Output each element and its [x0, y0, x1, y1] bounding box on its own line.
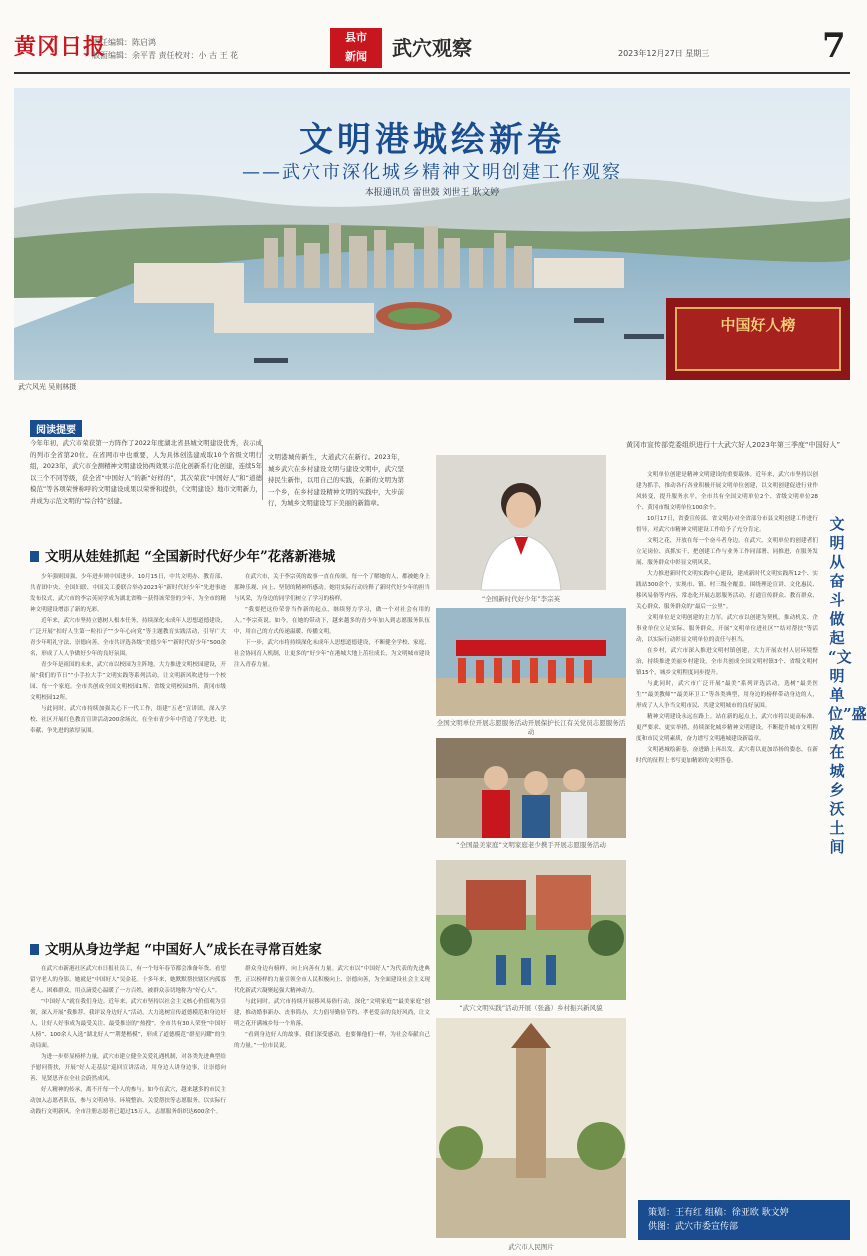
right-photo-caption: 黄冈市宣传部党委组织进行十大武穴好人2023年第三季度“中国好人” — [626, 441, 841, 449]
paragraph: 文明港城绘新卷，奋进路上再出发。武穴将以更加昂扬的姿态，在新时代的征程上书写更加精彩的文明答卷。 — [636, 747, 818, 764]
masthead: 黄冈日报 — [14, 34, 107, 60]
section2-heading: 文明从身边学起 “中国好人”成长在寻常百姓家 — [30, 938, 322, 958]
volunteers-illustration — [436, 608, 626, 716]
paragraph: 在武穴市新港社区武穴市日报社员工，有一个每年春节都会准备年货、看望留守老人的身影，她就是“中国好人”吴金花。十多年来，她默默帮扶辖区内孤寡老人、困难群众，用点滴爱心温暖了一方百姓，被群众亲切地称为“好心人”。 — [30, 966, 226, 994]
section1-heading: 文明从娃娃抓起 “全国新时代好少年”花落新港城 — [30, 545, 335, 565]
intro-text: 今年年初，武穴市荣获第一方阵作了2022年度湖北省县城文明建设优秀，表示成的列市全省第20位。在省网市中也重要，人为具体创选建成取10个省级文明行组，2023年，武穴市全测精神文明建设协两效果示范化创新系行化创建，连续5年以三个不同等级，获全省“中国好人”的新“好样的”，其次荣获“中国好人”和“道德模范”等各项荣誉称呼的文明建设成果以荣誉和提供，《文明建设》地市文明新力，并成为示范文明的“综合特”创建。 — [30, 439, 262, 505]
tower-park-illustration — [436, 1018, 626, 1238]
paragraph: 大力推进新时代文明实践中心建设，建成新时代文明实践所12个、实践站300余个，实现市、镇、村三级全覆盖。围绕理论宣讲、文化惠民、移风易俗等内容，常态化开展志愿服务活动，打通宣传群众、教育群众、关心群众、服务群众的“最后一公里”。 — [636, 571, 818, 610]
section1-column-2 — [234, 572, 430, 932]
editor-credits — [92, 36, 238, 62]
river-volunteers-photo — [436, 608, 626, 716]
village-caption: “武穴文明实践”活动开展（张鑫）乡村振兴新风貌 — [459, 1004, 603, 1012]
editor-line: 责任编辑：陈启鸿 — [92, 38, 156, 47]
paragraph: 与此同时，武穴市持续加强关心下一代工作，组建“五老”宣讲团，深入学校、社区开展红色教育宣讲活动200余场次，在全市青少年中营造了学先进、比奉献、争先进的浓厚氛围。 — [30, 706, 226, 734]
paragraph: 青少年是祖国的未来，武穴市以校园为主阵地，大力推进文明校园建设，开展“我们的节日”“小手拉大手”文明实践等系列活动，让文明新风吹进每一个校园、每一个家庭。全市共创成全国文明校园1所、省级文明校园3所、黄冈市级文明校园12所。 — [30, 662, 226, 701]
section2-column-1 — [30, 964, 226, 1240]
paragraph: 群众身边有榜样，向上向善有力量。武穴市以“中国好人”为代表的先进典型，正以榜样的力量引领全市人民积极向上、崇德向善，为全面建设社会主义现代化新武穴凝聚起强大精神动力。 — [234, 966, 430, 994]
paragraph: 与此同时，武穴市持续开展移风易俗行动，深化“文明家庭”“最美家庭”创建，推动婚事新办、丧事简办，大力倡导勤俭节约、孝老爱亲的良好风尚，让文明之花开满城乡每一个角落。 — [234, 999, 430, 1027]
bottom-photo-caption: 武穴市人民图片 — [508, 1243, 554, 1251]
river-caption: 全国文明单位开展志愿服务活动开展保护长江有关党员志愿服务活动 — [436, 719, 626, 736]
hero-caption: 武穴风光 吴则林摄 — [18, 383, 77, 391]
portrait-caption: “全国新时代好少年”李宗英 — [481, 595, 561, 603]
paragraph: 精神文明建设永远在路上。站在新的起点上，武穴市将以更高标准、更严要求、更实举措，持续深化城乡精神文明建设，不断提升城市文明程度和市民文明素质，奋力谱写文明港城建设新篇章。 — [636, 714, 818, 742]
column-mark-line: 新闻 — [345, 50, 367, 63]
credits-box — [638, 1200, 850, 1240]
section3-heading: 文明从奋斗做起 “文明单位”盛放在城乡沃土间 — [828, 515, 867, 856]
paragraph: 好人精神的传承，离不开每一个人的参与。如今在武穴，越来越多的市民主动加入志愿者队伍，参与文明劝导、环境整治、关爱帮扶等志愿服务，以实际行动践行文明新风。全市注册志愿者已超过15万人，志愿服务组织达600余个。 — [30, 1087, 226, 1115]
bottom-photo — [436, 1018, 626, 1238]
credits-line: 策划：王有红 组稿：徐亚欧 耿文婷 — [648, 1208, 789, 1218]
section3-column — [636, 470, 818, 1190]
intro-divider — [262, 445, 263, 500]
banner-text: 中国好人榜 — [720, 316, 796, 334]
sub-headline: ——武穴市深化城乡精神文明创建工作观察 — [242, 162, 622, 183]
portrait-illustration — [436, 455, 606, 590]
byline: 本报通讯员 雷世鼓 刘世王 耿文婷 — [364, 188, 500, 198]
intro-label: 阅读提要 — [30, 420, 82, 437]
issue-date: 2023年12月27日 星期三 — [618, 49, 710, 58]
quote-text: 文明港城传新生，大道武穴在新行。2023年，城乡武穴在乡村建设文明与建设文明中，武穴坚持民生新作，以用自己的实践，在新的文明为第一个乡，在乡村建设精神文明的实践中，大步前行，为城乡文明建设写下美丽的新篇章。 — [268, 453, 404, 507]
village-photo — [436, 860, 626, 1000]
section2-column-2 — [234, 964, 430, 1240]
paragraph: 下一步，武穴市将持续深化未成年人思想道德建设，不断健全学校、家庭、社会协同育人机制，让更多的“好少年”在港城大地上茁壮成长，为文明城市建设注入青春力量。 — [234, 640, 430, 668]
paragraph: 在乡村，武穴市深入推进文明村镇创建，大力开展农村人居环境整治，持续推进美丽乡村建设，全市共创成全国文明村镇3个、省级文明村镇15个，城乡文明程度同步提升。 — [636, 648, 818, 676]
paragraph: 为进一步彰显榜样力量，武穴市建立健全关爱礼遇机制，对各类先进典型给予慰问帮扶，开展“好人走基层”巡回宣讲活动，用身边人讲身边事，让崇德向善、见贤思齐在全社会蔚然成风。 — [30, 1054, 226, 1082]
portrait-photo — [436, 455, 606, 590]
paragraph: “看到身边好人的故事，我们深受感动，也要像他们一样，为社会奉献自己的力量。”一位市民说。 — [234, 1032, 430, 1049]
page-number: 7 — [822, 26, 846, 66]
paragraph: 文明单位是文明创建的主力军。武穴市以创建为契机，推动机关、企事业单位立足实际、服务群众，开展“文明单位进社区”“结对帮扶”等活动，以实际行动彰显文明单位的责任与担当。 — [636, 615, 818, 643]
paragraph: “中国好人”就在我们身边。近年来，武穴市坚持以社会主义核心价值观为引领，深入开展“我推荐、我评议身边好人”活动，大力选树宣传道德模范和身边好人，让好人好事成为最受关注、最受推崇的“热搜”。全市共有30人荣登“中国好人榜”、100余人入选“湖北好人”“荆楚楷模”，形成了道德模范“群星闪耀”的生动局面。 — [30, 999, 226, 1049]
village-illustration — [436, 860, 626, 1000]
column-mark — [330, 28, 382, 68]
paragraph: 少年强则国强，少年进步则中国进步。10月15日，中共文明办、教育部、共青团中央、全国妇联、中国关工委联合举办2023年“新时代好少年”先进事迹发布仪式，武穴市的李宗英同学成为湖北省唯一获得该荣誉的少年，为全市的精神文明建设增添了新的光彩。 — [30, 574, 226, 613]
section-title: 武穴观察 — [392, 36, 472, 60]
paragraph: 文明之花，开放在每一个奋斗者身边。在武穴，文明单位的创建者们立足岗位、真抓实干，把创建工作与业务工作同部署、同推进，在服务发展、服务群众中彰显文明风采。 — [636, 538, 818, 566]
paragraph: 近年来，武穴市坚持立德树人根本任务，持续深化未成年人思想道德建设，广泛开展“扣好人生第一粒扣子”“少年心向党”等主题教育实践活动，引导广大青少年明礼守法、崇德向善。全市共评选各级“美德少年”“新时代好少年”500余名，形成了人人争做好少年的良好氛围。 — [30, 618, 226, 657]
editor-line: 版面编辑：余平青 责任校对：小 古 王 花 — [92, 51, 239, 60]
family-photo — [436, 738, 626, 838]
column-mark-line: 县市 — [345, 31, 367, 44]
family-illustration — [436, 738, 626, 838]
paragraph: 在武穴市，关于李宗英的故事一直在传颂。每一个了解她的人，都被她身上那种乐观、向上、坚韧的精神所感动。她用实际行动诠释了新时代好少年的担当与风采，为身边的同学们树立了学习的榜样。 — [234, 574, 430, 602]
family-caption: “全国最美家庭”文明家庭老少携手开展志愿服务活动 — [456, 841, 606, 849]
main-headline: 文明港城绘新卷 — [299, 120, 565, 160]
section1-column-1 — [30, 572, 226, 932]
paragraph: 文明单位创建是精神文明建设的重要载体。近年来，武穴市坚持以创建为抓手，推动各行各业积极开展文明单位创建，以文明创建促进行业作风转变，提升服务水平，全市共有全国文明单位2个、省级文明单位28个、黄冈市级文明单位100余个。 — [636, 472, 818, 511]
paragraph: “我要把这份荣誉当作新的起点，继续努力学习，做一个对社会有用的人。”李宗英说。如今，在她的带动下，越来越多的青少年加入到志愿服务队伍中，用自己的方式传递温暖、传播文明。 — [234, 607, 430, 635]
credits-line: 供图：武穴市委宣传部 — [648, 1222, 739, 1232]
paragraph: 与此同时，武穴市广泛开展“最美”系列评选活动，选树“最美医生”“最美教师”“最美环卫工”等各类典型，用身边的榜样带动身边的人，形成了人人争当文明市民、共建文明城市的良好氛围。 — [636, 681, 818, 709]
header-rule — [14, 72, 850, 74]
paragraph: 10月17日，省委宣传部、省文明办对全省部分市县文明创建工作进行督导，对武穴市精神文明建设工作给予了充分肯定。 — [636, 516, 818, 533]
